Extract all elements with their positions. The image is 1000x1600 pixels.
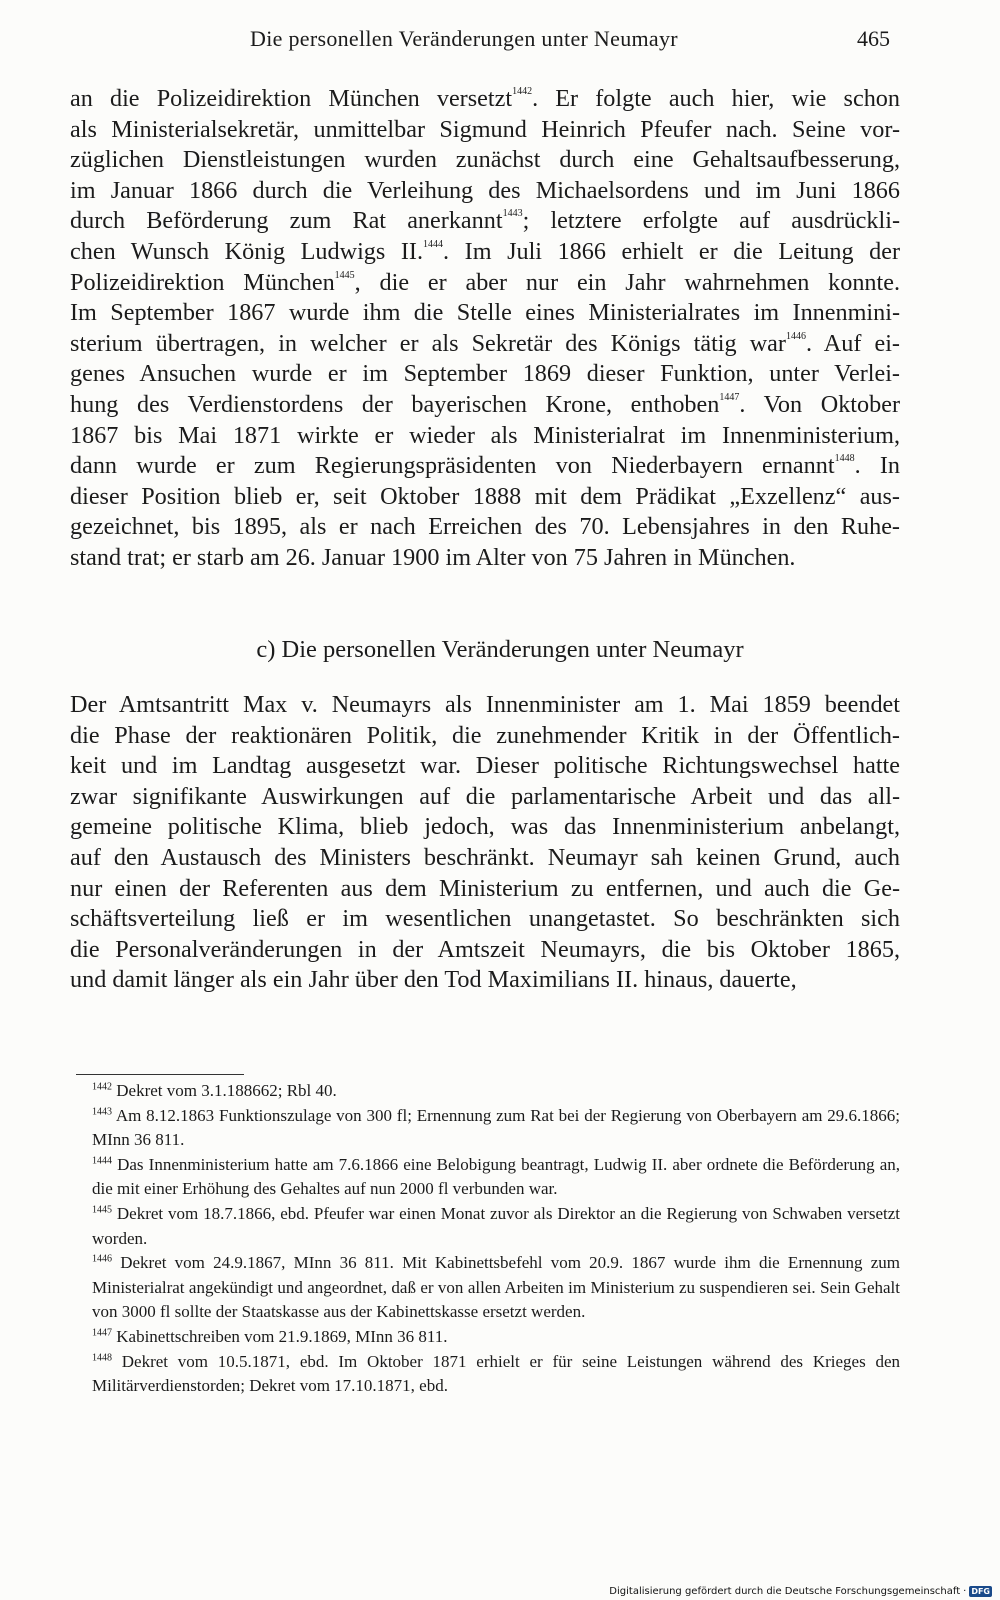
text-line bbox=[70, 298, 900, 329]
footnote-number: 1448 bbox=[92, 1351, 112, 1363]
text-line bbox=[70, 421, 900, 452]
running-header bbox=[250, 26, 890, 56]
text-line bbox=[70, 451, 900, 482]
footnote-ref[interactable]: 1448 bbox=[834, 453, 855, 465]
footnote-number: 1447 bbox=[92, 1327, 112, 1339]
footnote-number: 1442 bbox=[92, 1081, 112, 1093]
line-text: an die Polizeidirektion München versetzt bbox=[70, 85, 513, 112]
footnote-ref[interactable]: 1445 bbox=[334, 269, 355, 281]
line-text: stand trat; er starb am 26. Januar 1900 im Alter von 75 Jahren in München. bbox=[70, 543, 796, 571]
footnote-number: 1446 bbox=[92, 1253, 112, 1265]
text-line bbox=[70, 782, 900, 813]
text-line bbox=[70, 359, 900, 390]
credit-separator: · bbox=[963, 1586, 967, 1597]
text-line bbox=[70, 543, 900, 574]
footnote-text: Dekret vom 10.5.1871, ebd. Im Oktober 1871 erhielt er für seine Leistungen während des Krieges den Militärverdienstorden; Dekret vom 17.10.1871, ebd. bbox=[92, 1351, 900, 1396]
text-line bbox=[70, 206, 900, 237]
text-line bbox=[70, 390, 900, 421]
running-head-title: Die personellen Veränderungen unter Neumayr bbox=[250, 26, 678, 51]
line-text: . Er folgte auch hier, wie schon bbox=[532, 85, 900, 112]
section-heading: c) Die personellen Veränderungen unter Neumayr bbox=[256, 636, 744, 663]
footnote bbox=[76, 1251, 900, 1325]
footnote bbox=[76, 1325, 900, 1350]
line-text: genes Ansuchen wurde er im September 1869 dieser Funktion, unter Verlei- bbox=[70, 360, 900, 388]
text-line bbox=[70, 237, 900, 268]
digitization-credit bbox=[609, 1586, 992, 1597]
line-text: züglichen Dienstleistungen wurden zunächst durch eine Gehaltsaufbesserung, bbox=[70, 146, 900, 174]
line-text: , die er aber nur ein Jahr wahrnehmen konnte. bbox=[354, 268, 901, 296]
dfg-logo: DFG bbox=[971, 1587, 990, 1596]
line-text: dann wurde er zum Regierungspräsidenten von Niederbayern ernannt bbox=[70, 452, 835, 480]
line-text: Der Amtsantritt Max v. Neumayrs als Innenminister am 1. Mai 1859 beendet bbox=[70, 691, 900, 718]
line-text: im Januar 1866 durch die Verleihung des Michaelsordens und im Juni 1866 bbox=[70, 176, 900, 204]
text-line bbox=[70, 721, 900, 752]
text-line bbox=[70, 84, 900, 115]
footnote-ref[interactable]: 1443 bbox=[502, 208, 523, 220]
text-line bbox=[70, 482, 900, 513]
footnote-separator bbox=[76, 1074, 244, 1075]
text-line bbox=[70, 690, 900, 721]
text-line bbox=[70, 115, 900, 146]
footnote-text: Dekret vom 3.1.188662; Rbl 40. bbox=[116, 1081, 337, 1100]
line-text: hung des Verdienstordens der bayerischen Krone, enthoben bbox=[70, 390, 720, 418]
line-text: gezeichnet, bis 1895, als er nach Erreichen des 70. Lebensjahres in den Ruhe- bbox=[70, 513, 900, 541]
text-line bbox=[70, 176, 900, 207]
footnote bbox=[76, 1153, 900, 1202]
footnote-ref[interactable]: 1442 bbox=[512, 85, 533, 97]
paragraph-1 bbox=[70, 84, 900, 574]
line-text: . Im Juli 1866 erhielt er die Leitung der bbox=[443, 237, 900, 265]
footnote-text: Das Innenministerium hatte am 7.6.1866 eine Belobigung beantragt, Ludwig II. aber ordnete die Beförderung an, die mit einer Erhöhung des Gehaltes auf nun 2000 fl verbunden war. bbox=[92, 1154, 900, 1199]
text-line bbox=[70, 512, 900, 543]
line-text: durch Beförderung zum Rat anerkannt bbox=[70, 207, 503, 235]
line-text: . In bbox=[854, 452, 900, 480]
line-text: ; letztere erfolgte auf ausdrückli- bbox=[522, 207, 900, 235]
footnote bbox=[76, 1202, 900, 1251]
line-text: die Phase der reaktionären Politik, die zunehmender Kritik in der Öffentlich- bbox=[70, 721, 900, 749]
footnote-ref[interactable]: 1444 bbox=[423, 238, 444, 250]
line-text: gemeine politische Klima, blieb jedoch, was das Innenministerium anbelangt, bbox=[70, 813, 900, 841]
footnote-text: Kabinettschreiben vom 21.9.1869, MInn 36 811. bbox=[116, 1326, 448, 1346]
line-text: . Von Oktober bbox=[739, 390, 901, 418]
footnote-ref[interactable]: 1446 bbox=[785, 330, 806, 342]
line-text: die Personalveränderungen in der Amtszeit Neumayrs, die bis Oktober 1865, bbox=[70, 935, 900, 963]
line-text: keit und im Landtag ausgesetzt war. Dieser politische Richtungswechsel hatte bbox=[70, 752, 900, 780]
footnote bbox=[76, 1350, 900, 1399]
line-text: schäftsverteilung ließ er im wesentlichen unangetastet. So beschränkten sich bbox=[70, 905, 900, 933]
footnotes bbox=[76, 1079, 900, 1399]
footnote-number: 1443 bbox=[92, 1105, 112, 1117]
text-line bbox=[70, 751, 900, 782]
line-text: und damit länger als ein Jahr über den Tod Maximilians II. hinaus, dauerte, bbox=[70, 966, 797, 994]
credit-text: Digitalisierung gefördert durch die Deutsche Forschungsgemeinschaft bbox=[609, 1586, 961, 1597]
footnote-number: 1445 bbox=[92, 1204, 112, 1216]
text-line bbox=[70, 812, 900, 843]
text-line bbox=[70, 145, 900, 176]
footnote-text: Dekret vom 24.9.1867, MInn 36 811. Mit Kabinettsbefehl vom 20.9. 1867 wurde ihm die Ernennung zum Ministerialrat angekündigt und angeordnet, daß er von allen Arbeiten im Ministerium zu suspendieren sei. Sein Gehalt von 3000 fl sollte der Staatskasse aus der Kabinettskasse ersetzt werden. bbox=[92, 1253, 901, 1322]
line-text: chen Wunsch König Ludwigs II. bbox=[70, 237, 424, 265]
line-text: . Auf ei- bbox=[805, 329, 900, 357]
footnote-ref[interactable]: 1447 bbox=[719, 391, 740, 403]
text-line bbox=[70, 935, 900, 966]
footnote bbox=[76, 1104, 900, 1153]
line-text: 1867 bis Mai 1871 wirkte er wieder als Ministerialrat im Innenministerium, bbox=[70, 421, 900, 449]
line-text: dieser Position blieb er, seit Oktober 1888 mit dem Prädikat „Exzellenz“ aus- bbox=[70, 482, 900, 510]
page-number: 465 bbox=[857, 26, 890, 51]
text-line bbox=[70, 904, 900, 935]
footnote-text: Dekret vom 18.7.1866, ebd. Pfeufer war einen Monat zuvor als Direktor an die Regierung von Schwaben versetzt worden. bbox=[92, 1203, 900, 1248]
line-text: sterium übertragen, in welcher er als Sekretär des Königs tätig war bbox=[70, 329, 786, 357]
line-text: Im September 1867 wurde ihm die Stelle eines Ministerialrates im Innenmini- bbox=[70, 299, 900, 327]
text-line bbox=[70, 268, 900, 299]
line-text: zwar signifikante Auswirkungen auf die parlamentarische Arbeit und das all- bbox=[70, 782, 900, 810]
footnote bbox=[76, 1079, 900, 1104]
text-line bbox=[70, 843, 900, 874]
text-line bbox=[70, 965, 900, 996]
line-text: auf den Austausch des Ministers beschränkt. Neumayr sah keinen Grund, auch bbox=[70, 843, 900, 871]
line-text: als Ministerialsekretär, unmittelbar Sigmund Heinrich Pfeufer nach. Seine vor- bbox=[70, 115, 900, 143]
text-line bbox=[70, 874, 900, 905]
line-text: Polizeidirektion München bbox=[70, 268, 335, 296]
text-line bbox=[70, 329, 900, 360]
line-text: nur einen der Referenten aus dem Ministerium zu entfernen, und auch die Ge- bbox=[70, 874, 900, 902]
footnote-text: Am 8.12.1863 Funktionszulage von 300 fl; Ernennung zum Rat bei der Regierung von Oberbayern am 29.6.1866; MInn 36 811. bbox=[92, 1105, 900, 1150]
paragraph-2 bbox=[70, 690, 900, 996]
footnote-number: 1444 bbox=[92, 1155, 112, 1167]
